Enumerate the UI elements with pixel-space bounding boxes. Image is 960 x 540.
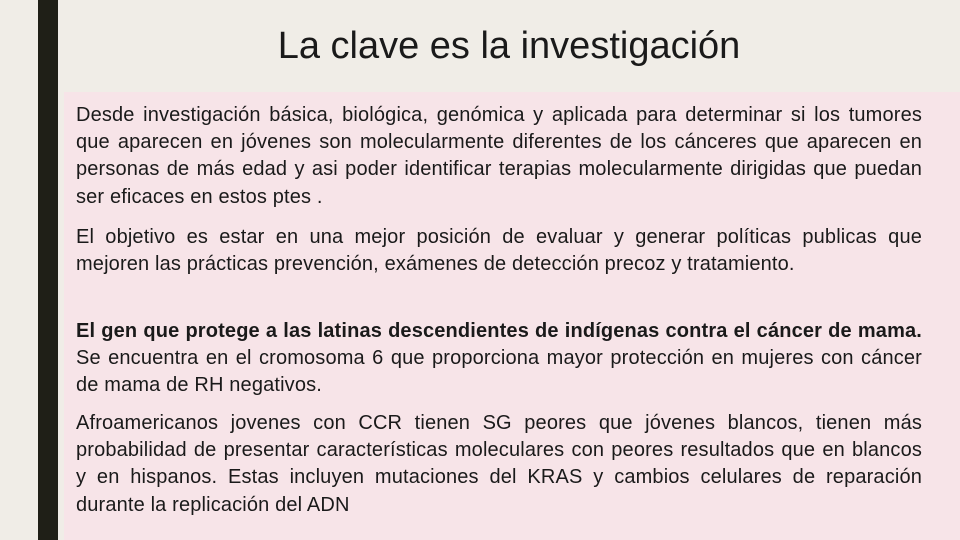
paragraph-objective: [76, 224, 922, 278]
paragraph-afroamerican-text: Afroamericanos jovenes con CCR tienen SG peores que jóvenes blancos, tienen más probabilidad de presentar características moleculares con peores resultados que en blancos y en hispanos. Estas incluyen mutaciones del KRAS y cambios celulares de reparación durante la replicación del ADN: [76, 412, 922, 516]
paragraph-gene: [76, 318, 922, 400]
paragraph-gene-text: Se encuentra en el cromosoma 6 que proporciona mayor protección en mujeres con cáncer de mama de RH negativos.: [76, 347, 922, 397]
paragraph-gene-bold: El gen que protege a las latinas descendientes de indígenas contra el cáncer de mama.: [76, 320, 922, 342]
accent-bar: [38, 0, 58, 540]
paragraph-research-text: Desde investigación básica, biológica, genómica y aplicada para determinar si los tumores que aparecen en jóvenes son molecularmente diferentes de los cánceres que aparecen en personas de más edad y asi poder identificar terapias molecularmente dirigidas que puedan ser eficaces en estos ptes .: [76, 104, 922, 208]
paragraph-research: [76, 102, 922, 211]
content-box: [64, 92, 960, 540]
paragraph-afroamerican: [76, 410, 922, 519]
slide-title: La clave es la investigación: [277, 25, 741, 67]
paragraph-objective-text: El objetivo es estar en una mejor posición de evaluar y generar políticas publicas que mejoren las prácticas prevención, exámenes de detección precoz y tratamiento.: [76, 226, 922, 276]
